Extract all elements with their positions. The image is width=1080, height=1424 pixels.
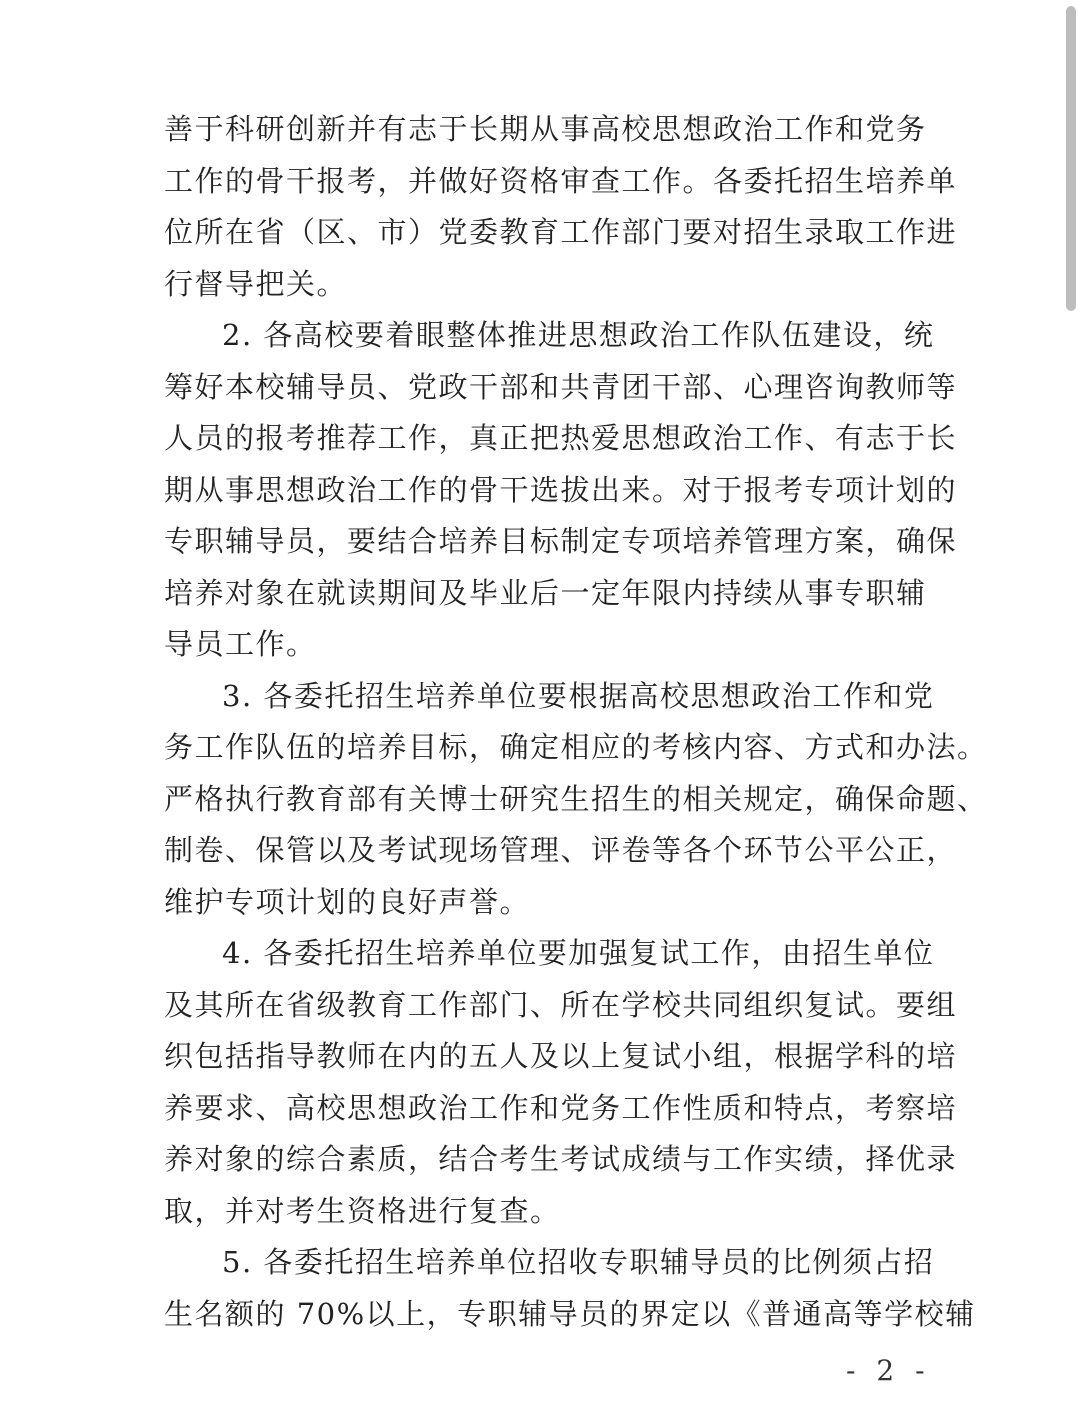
text-line: 筹好本校辅导员、党政干部和共青团干部、心理咨询教师等 <box>164 369 958 404</box>
page-number: - 2 - <box>846 1354 931 1387</box>
text-line: 专职辅导员，要结合培养目标制定专项培养管理方案，确保 <box>164 524 958 558</box>
text-line: 位所在省（区、市）党委教育工作部门要对招生录取工作进 <box>164 215 958 249</box>
paragraph-4-start: 4. 各委托招生培养单位要加强复试工作，由招生单位 <box>222 936 935 970</box>
text-line: 导员工作。 <box>164 627 317 661</box>
text-line: 养对象的综合素质，结合考生考试成绩与工作实绩，择优录 <box>164 1142 958 1176</box>
text-line: 维护专项计划的良好声誉。 <box>164 884 531 919</box>
paragraph-5-start: 5. 各委托招生培养单位招收专职辅导员的比例须占招 <box>222 1245 935 1279</box>
text-line: 务工作队伍的培养目标，确定相应的考核内容、方式和办法。 <box>164 730 988 764</box>
text-line: 取，并对考生资格进行复查。 <box>164 1193 561 1228</box>
text-line: 善于科研创新并有志于长期从事高校思想政治工作和党务 <box>164 112 927 146</box>
paragraph-2-start: 2. 各高校要着眼整体推进思想政治工作队伍建设，统 <box>222 318 935 352</box>
text-line: 期从事思想政治工作的骨干选拔出来。对于报考专项计划的 <box>164 472 958 507</box>
text-line: 制卷、保管以及考试现场管理、评卷等各个环节公平公正， <box>164 833 958 867</box>
text-line: 及其所在省级教育工作部门、所在学校共同组织复试。要组 <box>164 987 958 1022</box>
text-line: 生名额的 70%以上，专职辅导员的界定以《普通高等学校辅 <box>164 1296 976 1331</box>
text-line: 行督导把关。 <box>164 266 348 301</box>
text-line: 严格执行教育部有关博士研究生招生的相关规定，确保命题、 <box>164 781 988 816</box>
document-body <box>164 104 988 1340</box>
scrollbar-thumb[interactable] <box>1066 6 1076 311</box>
paragraph-3-start: 3. 各委托招生培养单位要根据高校思想政治工作和党 <box>222 678 935 713</box>
text-line: 养要求、高校思想政治工作和党务工作性质和特点，考察培 <box>164 1090 958 1125</box>
text-line: 培养对象在就读期间及毕业后一定年限内持续从事专职辅 <box>164 575 927 610</box>
text-line: 工作的骨干报考，并做好资格审查工作。各委托招生培养单 <box>164 163 958 198</box>
text-line: 织包括指导教师在内的五人及以上复试小组，根据学科的培 <box>164 1039 958 1073</box>
text-line: 人员的报考推荐工作，真正把热爱思想政治工作、有志于长 <box>164 421 958 455</box>
